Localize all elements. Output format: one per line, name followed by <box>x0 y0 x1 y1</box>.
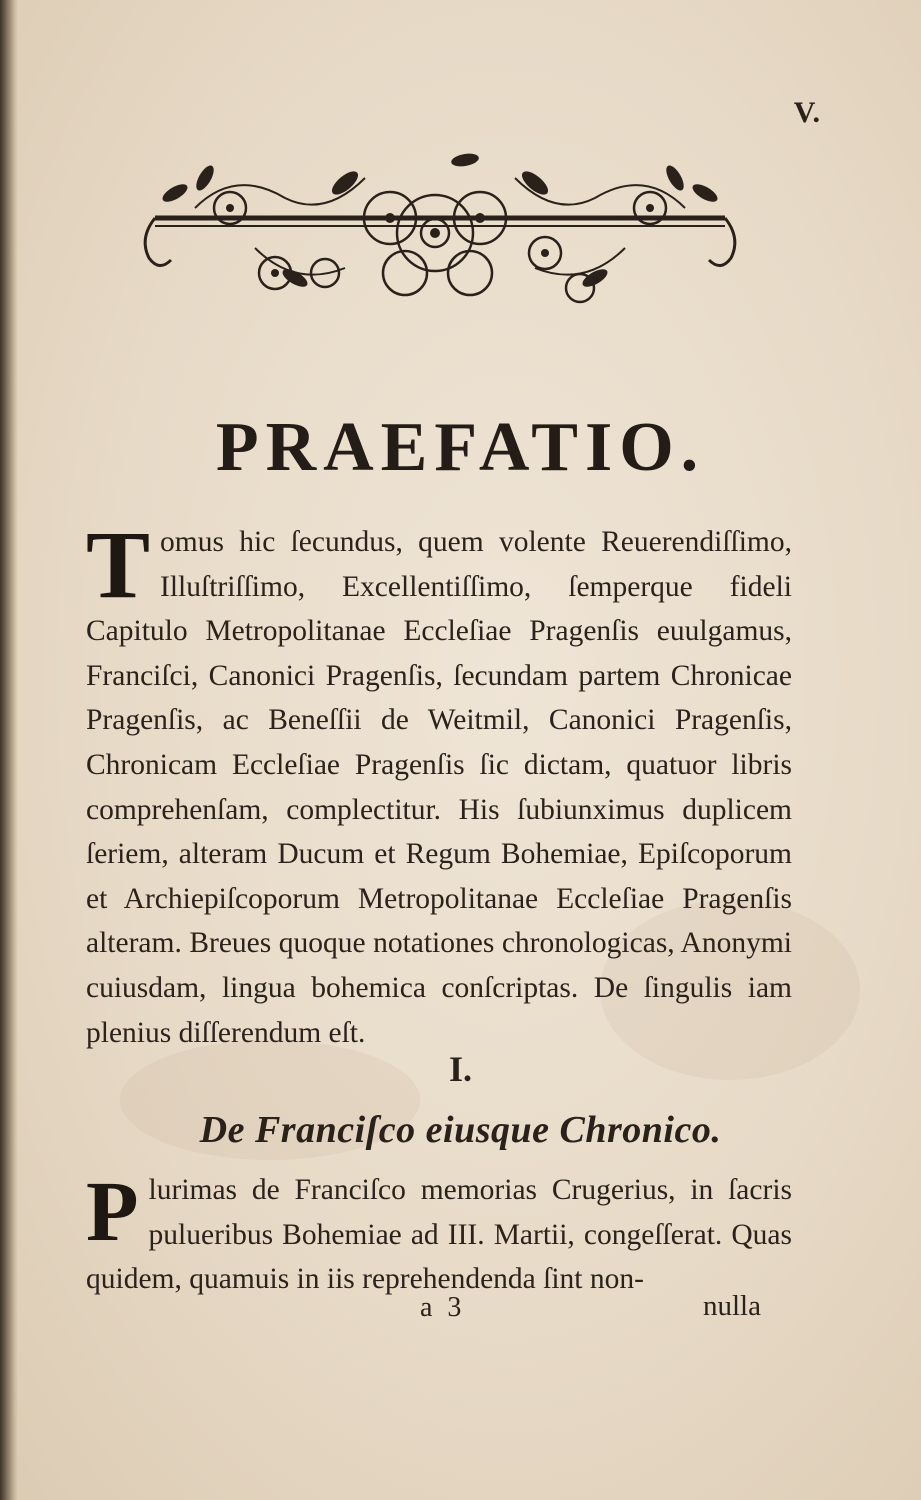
section-number: I. <box>448 1049 472 1089</box>
drop-cap: T <box>86 511 151 618</box>
floral-ornament-icon <box>135 148 745 313</box>
section-text: lurimas de Franciſco memorias Crugerius, in ſacris pulueribus Bohemiae ad III. Martii, congeſſerat. Quas quidem, quamuis in iis reprehendenda ſint non- <box>86 1174 792 1296</box>
intro-paragraph <box>86 511 792 1055</box>
book-spine-shadow <box>0 0 18 1500</box>
page-number: V. <box>793 96 821 129</box>
catchword: nulla <box>703 1290 761 1322</box>
section-title: De Franciſco eiusque Chronico. <box>199 1109 722 1151</box>
page-title: PRAEFATIO. <box>215 409 706 486</box>
drop-cap: P <box>86 1163 139 1259</box>
signature-mark: a 3 <box>420 1292 466 1323</box>
intro-text: omus hic ſecundus, quem volente Reuerendiſſimo, Illuſtriſſimo, Excellentiſſimo, ſemperque fideli Capitulo Metropolitanae Eccleſiae Pragenſis euulgamus, Franciſci, Canonici Pragenſis, ſecundam partem Chronicae Pragenſis, ac Beneſſii de Weitmil, Canonici Pragenſis, Chronicam Eccleſiae Pragenſis ſic dictam, quatuor libris comprehenſam, complectitur. His ſubiunximus duplicem ſeriem, alteram Ducum et Regum Bohemiae, Epiſcoporum et Archiepiſcoporum Metropolitanae Eccleſiae Pragenſis alteram. Breues quoque notationes chronologicas, Anonymi cuiusdam, lingua bohemica conſcriptas. De ſingulis iam plenius diſſerendum eſt. <box>86 526 792 1049</box>
section-paragraph <box>86 1163 792 1302</box>
